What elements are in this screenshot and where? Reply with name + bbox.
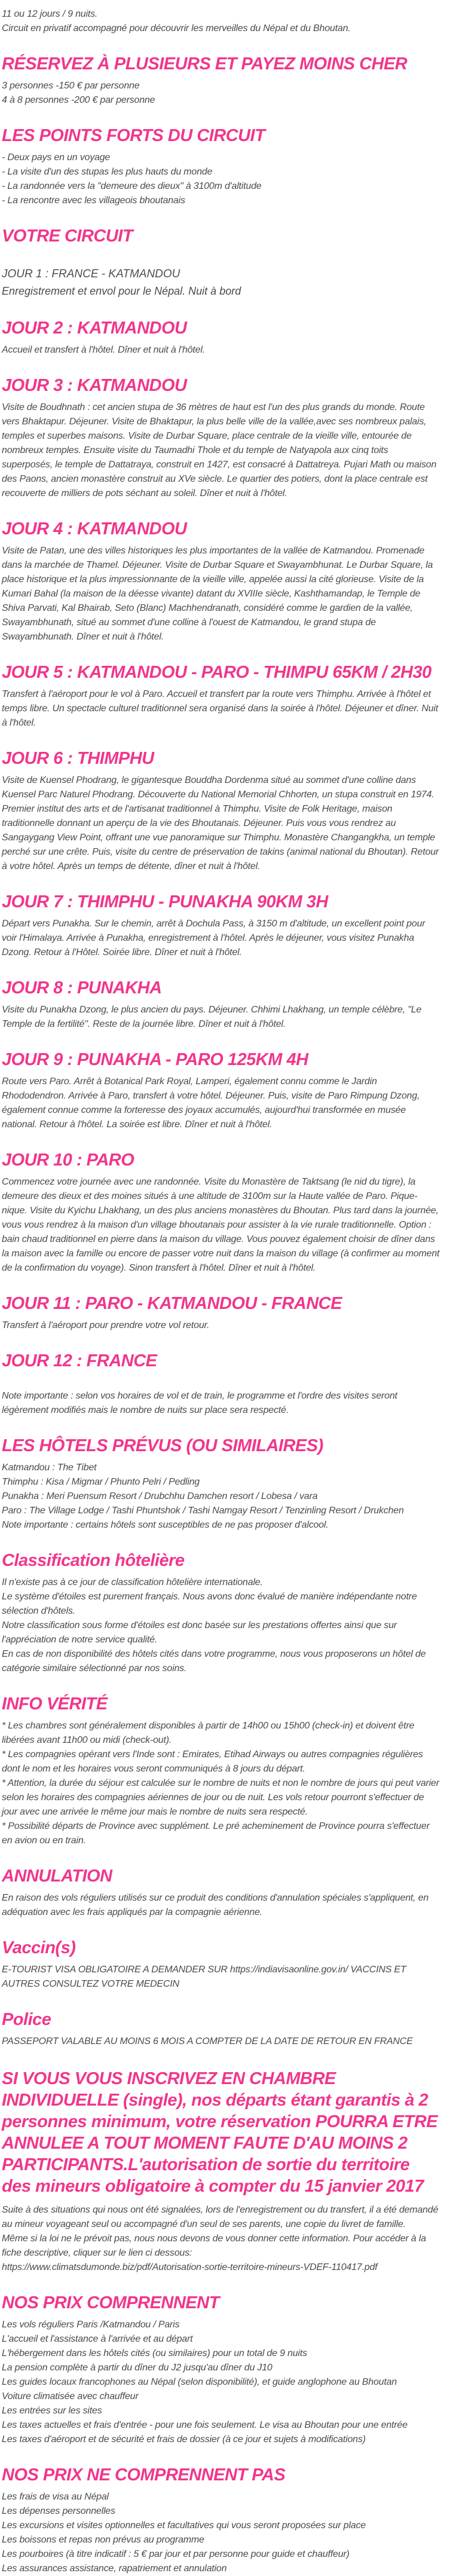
intro-description: Circuit en privatif accompagné pour découvrir les merveilles du Népal et du Bhoutan. [2,23,351,33]
excluded-item: Les pourboires (à titre indicatif : 5 € par jour et par personne pour guide et chauffeur) [2,2549,350,2559]
day-9-text: Route vers Paro. Arrêt à Botanical Park Royal, Lamperi, également connu comme le Jardin Rhododendron. Arrivée à Paro, transfert à votre hôtel. Déjeuner. Puis, visite de Paro Rimpung Dzong, également connue comme la forteresse des joyaux accumulés, aujourd'hui transformée en musée national. Retour à l'hôtel. La soirée est libre. Dîner et nuit à l'hôtel. [2,1076,420,1130]
section-title-classification: Classification hôtelière [2,1551,185,1570]
included-item: Voiture climatisée avec chauffeur [2,2391,139,2401]
minors-paragraph: Suite à des situations qui nous ont été signalées, lors de l'enregistrement ou du transfert, il a été demandé au mineur voyageant seul ou accompagné d'un seul de ses parents, une copie du livret de famille. [2,2205,439,2229]
booking-price-3p: 3 personnes -150 € par personne [2,81,140,91]
day-2-text: Accueil et transfert à l'hôtel. Dîner et nuit à l'hôtel. [2,345,205,355]
day-10-block [2,1150,441,1275]
section-vaccins [2,1938,441,1991]
day-4-text: Visite de Patan, une des villes historiques les plus importantes de la vallée de Katmandou. Promenade dans la marchée de Thamel. Déjeuner. Visite de Durbar Square et Swayambhunat. Le Durbar Square, la place historique et la plus impressionnante de la vieille ville, appelée aussi la cité glorieuse. Visite de la Kumari Bahal (la maison de la déesse vivante) datant du XVIIIe siècle, Kashthamandap, le Temple de Shiva Parvati, Kal Bhairab, Seto (Blanc) Machhendranath, considéré comme le gardien de la vallée, Swayambhunath, situé au sommet d'une colline à l'ouest de Katmandou, le grand stupa de Swayambhunath. Dîner et nuit à l'hôtel. [2,546,433,642]
day-1-title: JOUR 1 : FRANCE - KATMANDOU [2,268,180,280]
section-highlights [2,126,441,208]
hotel-line-thimphu: Thimphu : Kisa / Migmar / Phunto Pelri / Pedling [2,1477,200,1487]
intro-duration: 11 ou 12 jours / 9 nuits. [2,9,98,19]
included-item: L'hébergement dans les hôtels cités (ou similaires) pour un total de 9 nuits [2,2348,307,2358]
day-11-block [2,1293,441,1333]
highlight-item: - La randonnée vers la "demeure des dieux" à 3100m d'altitude [2,181,262,191]
section-police [2,2009,441,2049]
day-5-text: Transfert à l'aéroport pour le vol à Paro. Accueil et transfert par la route vers Thimphu. Arrivée à l'hôtel et temps libre. Un spectacle culturel traditionnel sera organisé dans la soirée à l'hôtel. Déjeuner et dîner. Nuit à l'hôtel. [2,689,438,728]
section-title-police: Police [2,2010,51,2029]
day-2-block [2,318,441,357]
section-title-info-verite: INFO VÉRITÉ [2,1694,108,1714]
day-8-block [2,978,441,1032]
section-prix-comprennent [2,2293,441,2447]
hotel-line-punakha: Punakha : Meri Puensum Resort / Drubchhu Damchen resort / Lobesa / vara [2,1491,318,1501]
day-11-text: Transfert à l'aéroport pour prendre votre vol retour. [2,1320,210,1330]
circuit-important-note: Note importante : selon vos horaires de vol et de train, le programme et l'ordre des visites seront légèrement modifiés mais le nombre de nuits sur place sera respecté. [2,1391,397,1415]
day-10-title: JOUR 10 : PARO [2,1151,134,1170]
section-title-highlights: LES POINTS FORTS DU CIRCUIT [2,126,265,145]
vaccins-visa-link-text[interactable]: E-TOURIST VISA OBLIGATOIRE A DEMANDER SUR https://indiavisaonline.gov.in/ VACCINS ET AUTRES CONSULTEZ VOTRE MEDECIN [2,1965,406,1989]
day-8-text: Visite du Punakha Dzong, le plus ancien du pays. Déjeuner. Chhimi Lhakhang, un temple célèbre, "Le Temple de la fertilité". Reste de la journée libre. Dîner et nuit à l'hôtel. [2,1005,422,1029]
section-title-booking: RÉSERVEZ À PLUSIEURS ET PAYEZ MOINS CHER [2,54,408,74]
classification-paragraph: Notre classification sous forme d'étoiles est donc basée sur les prestations offertes ainsi que sur l'appréciation de notre service qualité. [2,1620,397,1645]
day-4-title: JOUR 4 : KATMANDOU [2,519,187,539]
classification-paragraph: En cas de non disponibilité des hôtels cités dans votre programme, nous vous proposerons un hôtel de catégorie similaire sélectionné par nos soins. [2,1649,426,1674]
info-verite-paragraph: * Les compagnies opérant vers l'Inde sont : Emirates, Etihad Airways ou autres compagnies régulières dont le nom et les horaires vous seront communiqués à 8 jours du départ. [2,1749,423,1774]
section-title-prix-comprennent: NOS PRIX COMPRENNENT [2,2293,219,2312]
day-5-block [2,662,441,730]
excluded-item: Les dépenses personnelles [2,2506,115,2516]
included-item: Les taxes d'aéroport et de sécurité et frais de dossier (à ce jour et sujets à modifications) [2,2434,366,2445]
day-6-title: JOUR 6 : THIMPHU [2,749,154,768]
section-prix-ne-comprennent [2,2465,441,2576]
section-annulation [2,1866,441,1920]
day-3-block [2,375,441,501]
day-8-title: JOUR 8 : PUNAKHA [2,978,162,998]
section-title-prix-ne-comprennent: NOS PRIX NE COMPRENNENT PAS [2,2465,286,2485]
excluded-item: Les excursions et visites optionnelles et facultatives qui vous seront proposées sur place [2,2520,366,2531]
hotels-alcohol-note: Note importante : certains hôtels sont susceptibles de ne pas proposer d'alcool. [2,1520,329,1530]
section-hotels [2,1436,441,1532]
section-title-annulation: ANNULATION [2,1867,112,1886]
section-info-verite [2,1694,441,1848]
info-verite-paragraph: * Possibilité départs de Province avec supplément. Le pré acheminement de Province pourra s'effectuer en avion ou en train. [2,1821,430,1846]
excluded-item: Les assurances assistance, rapatriement et annulation [2,2563,227,2574]
day-9-title: JOUR 9 : PUNAKHA - PARO 125KM 4H [2,1050,308,1069]
day-7-block [2,892,441,960]
included-item: Les guides locaux francophones au Népal (selon disponibilité), et guide anglophone au Bhoutan [2,2377,397,2387]
day-6-text: Visite de Kuensel Phodrang, le gigantesque Bouddha Dordenma situé au sommet d'une colline dans Kuensel Parc Naturel Phodrang. Découverte du National Memorial Chhorten, un stupa construit en 1974. Premier institut des arts et de l'artisanat traditionnel à Thimphu. Visite de Folk Heritage, maison traditionnelle donnant un aperçu de la vie des Bhoutanais. Déjeuner. Puis vous vous rendrez au Sangaygang View Point, offrant une vue panoramique sur Thimphu. Monastère Changangkha, un temple perché sur une crête. Puis, visite du centre de préservation de takins (animal national du Bhoutan). Retour à votre hôtel. Après un temps de détente, dîner et nuit à l'hôtel. [2,775,439,871]
info-verite-paragraph: * Les chambres sont généralement disponibles à partir de 14h00 ou 15h00 (check-in) et doivent être libérées avant 11h00 ou midi (check-out). [2,1721,415,1745]
section-circuit [2,226,441,1418]
excluded-item: Les frais de visa au Népal [2,2492,109,2502]
day-12-title: JOUR 12 : FRANCE [2,1351,157,1370]
day-7-title: JOUR 7 : THIMPHU - PUNAKHA 90KM 3H [2,892,328,911]
day-9-block [2,1050,441,1132]
day-1-text: Enregistrement et envol pour le Népal. Nuit à bord [2,285,241,297]
day-7-text: Départ vers Punakha. Sur le chemin, arrêt à Dochula Pass, à 3150 m d'altitude, un excellent point pour voir l'Himalaya. Arrivée à Punakha, enregistrement à l'hôtel. Après le déjeuner, vous visitez Punakha Dzong. Retour à l'Hôtel. Soirée libre. Dîner et nuit à l'hôtel. [2,919,426,957]
day-6-block [2,748,441,874]
included-item: Les taxes actuelles et frais d'entrée - pour une fois seulement. Le visa au Bhoutan pour une entrée [2,2420,408,2430]
annulation-text: En raison des vols réguliers utilisés sur ce produit des conditions d'annulation spéciales s'appliquent, en adéquation avec les frais appliqués par la compagnie aérienne. [2,1893,429,1917]
highlight-item: - La rencontre avec les villageois bhoutanais [2,195,185,206]
police-passport-text: PASSEPORT VALABLE AU MOINS 6 MOIS A COMPTER DE LA DATE DE RETOUR EN FRANCE [2,2036,413,2046]
included-item: Les vols réguliers Paris /Katmandou / Paris [2,2320,180,2330]
day-1-block [2,267,441,300]
excluded-item: Les boissons et repas non prévus au programme [2,2535,204,2545]
section-title-hotels: LES HÔTELS PRÉVUS (OU SIMILAIRES) [2,1436,323,1455]
section-classification [2,1550,441,1676]
day-4-block [2,519,441,644]
highlight-item: - Deux pays en un voyage [2,152,111,163]
section-title-vaccins: Vaccin(s) [2,1938,76,1957]
day-3-text: Visite de Boudhnath : cet ancien stupa de 36 mètres de haut est l'un des plus grands du monde. Route vers Bhaktapur. Déjeuner. Visite de Bhaktapur, la plus belle ville de la vallée,avec ses nombreux palais, temples et superbes maisons. Visite de Durbar Square, place centrale de la vieille ville, entourée de nombreux temples. Ensuite visite du Taumadhi Thole et du temple de Natyapola aux cinq toits superposés, le temple de Dattatraya, construit en 1427, est consacré à Dattatreya. Pujari Math ou maison des Paons, ancien monastère construit au XVe siècle. Le quartier des potiers, dont la place centrale est recouverte de milliers de pots séchant au soleil. Dîner et nuit à l'hôtel. [2,402,437,498]
day-5-title: JOUR 5 : KATMANDOU - PARO - THIMPU 65KM / 2H30 [2,663,431,682]
day-11-title: JOUR 11 : PARO - KATMANDOU - FRANCE [2,1294,342,1313]
day-12-block [2,1351,441,1371]
classification-paragraph: Le système d'étoiles est purement français. Nous avons donc évalué de manière indépendante notre sélection d'hôtels. [2,1592,417,1616]
minors-authorization-link[interactable]: https://www.climatsdumonde.biz/pdf/Autorisation-sortie-territoire-mineurs-VDEF-110417.pdf [2,2262,378,2272]
day-3-title: JOUR 3 : KATMANDOU [2,376,187,395]
section-single-room-warning [2,2068,441,2275]
day-2-title: JOUR 2 : KATMANDOU [2,319,187,338]
included-item: L'accueil et l'assistance à l'arrivée et au départ [2,2334,193,2344]
day-10-text: Commencez votre journée avec une randonnée. Visite du Monastère de Taktsang (le nid du tigre), la demeure des dieux et des moines situés à une altitude de 3100m sur la Haute vallée de Paro. Pique-nique. Visite du Kyichu Lhakhang, un des plus anciens monastères du Bhoutan. Plus tard dans la journée, vous vous rendrez à la maison d'un village bhoutanais pour assister à la vie rurale traditionnelle. Option : bain chaud traditionnel en pierre dans la maison du village. Vous pouvez également choisir de dîner dans la maison avec la famille ou encore de passer votre nuit dans la maison du village (à confirmer au moment de la confirmation du voyage). Sinon transfert à l'hôtel. Dîner et nuit à l'hôtel. [2,1177,440,1273]
info-verite-paragraph: * Attention, la durée du séjour est calculée sur le nombre de nuits et non le nombre de jours qui peut varier selon les horaires des compagnies aériennes de jour ou de nuit. Les vols retour pourront s'effectuer de jour avec une arrivée le même jour mais le nombre de nuits sera respecté. [2,1778,439,1817]
hotel-line-paro: Paro : The Village Lodge / Tashi Phuntshok / Tashi Namgay Resort / Tenzinling Resort / Drukchen [2,1506,404,1516]
minors-paragraph: Même si la loi ne le prévoit pas, nous nous devons de vous donner cette information. Pour accéder à la fiche descriptive, cliquer sur le lien ci dessous: [2,2234,426,2258]
included-item: La pension complète à partir du dîner du J2 jusqu'au dîner du J10 [2,2363,273,2373]
booking-price-4-8p: 4 à 8 personnes -200 € par personne [2,95,155,105]
single-room-warning-heading: SI VOUS VOUS INSCRIVEZ EN CHAMBRE INDIVIDUELLE (single), nos départs étant garantis à 2 personnes minimum, votre réservation POURRA ETRE ANNULEE A TOUT MOMENT FAUTE D'AU MOINS 2 PARTICIPANTS.L'autorisation de sortie du territoire des mineurs obligatoire à compter du 15 janvier 2017 [2,2069,438,2196]
included-item: Les entrées sur les sites [2,2406,102,2416]
classification-paragraph: Il n'existe pas à ce jour de classification hôtelière internationale. [2,1577,263,1587]
section-booking [2,54,441,108]
highlight-item: - La visite d'un des stupas les plus hauts du monde [2,167,213,177]
section-title-circuit: VOTRE CIRCUIT [2,227,133,246]
hotel-line-katmandou: Katmandou : The Tibet [2,1463,97,1473]
